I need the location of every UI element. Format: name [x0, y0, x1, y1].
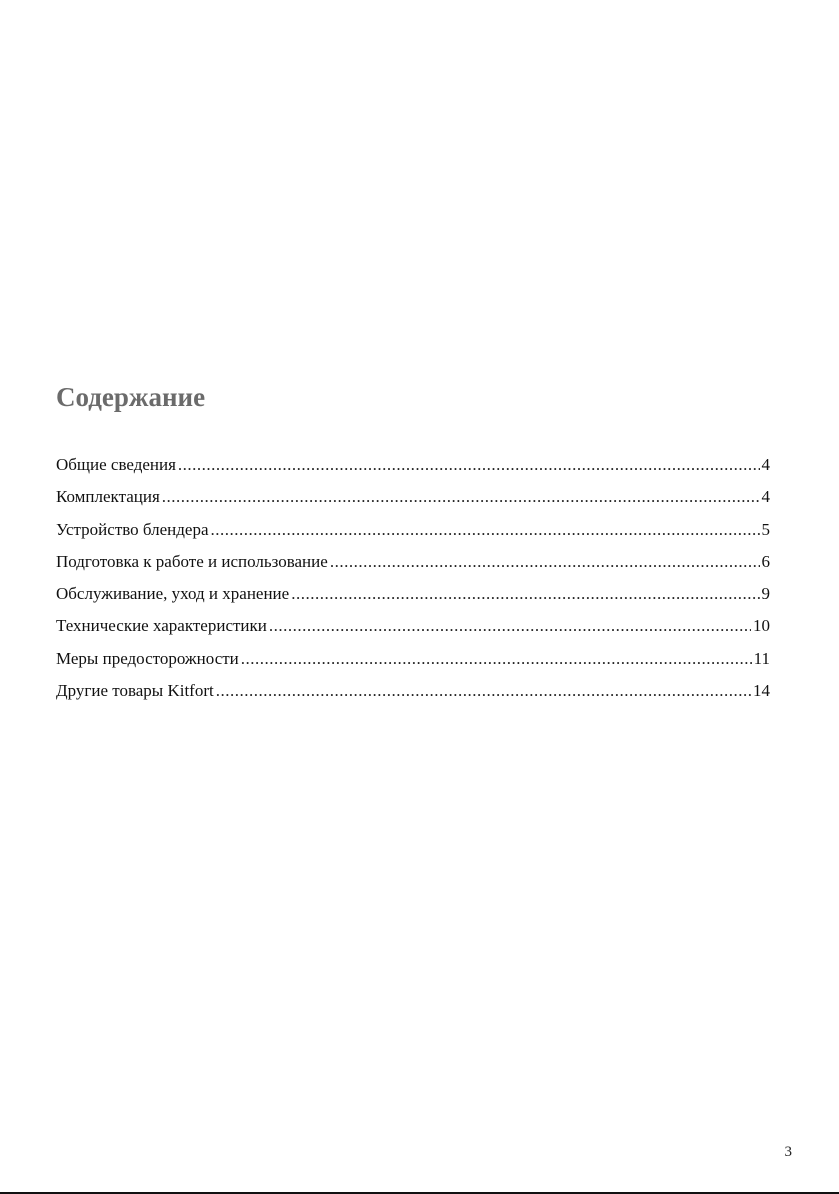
dot-leader [269, 610, 751, 642]
page-number: 3 [784, 1144, 792, 1160]
toc-entry-blender-design[interactable] [56, 514, 770, 546]
page-title: Содержание [56, 382, 206, 412]
dot-leader [162, 481, 760, 513]
toc-entry-page: 11 [753, 648, 770, 668]
dot-leader [241, 643, 752, 675]
toc-entry-page: 4 [761, 455, 770, 474]
toc-entry-title: Устройство блендера [56, 519, 209, 539]
toc-entry-page: 9 [761, 584, 770, 604]
toc-entry-title: Общие сведения [56, 455, 176, 474]
dot-leader [178, 449, 760, 481]
toc-entry-specifications[interactable] [56, 610, 770, 642]
toc-entry-page: 14 [753, 681, 770, 701]
toc-entry-package-contents[interactable] [56, 481, 770, 513]
dot-leader [216, 675, 751, 707]
toc-entry-page: 5 [761, 519, 770, 539]
toc-entry-page: 4 [761, 487, 770, 507]
toc-entry-title: Другие товары Kitfort [56, 681, 214, 701]
dot-leader [211, 514, 760, 546]
toc-entry-maintenance[interactable] [56, 578, 770, 610]
table-of-contents [56, 449, 770, 707]
toc-entry-title: Обслуживание, уход и хранение [56, 584, 290, 604]
toc-entry-title: Меры предосторожности [56, 648, 239, 668]
toc-entry-title: Подготовка к работе и использование [56, 551, 328, 571]
toc-entry-page: 10 [753, 616, 770, 636]
toc-entry-page: 6 [761, 551, 770, 571]
toc-entry-general-info[interactable] [56, 449, 770, 481]
toc-entry-title: Технические характеристики [56, 616, 267, 636]
toc-entry-other-products[interactable] [56, 675, 770, 707]
toc-entry-preparation-and-use[interactable] [56, 546, 770, 578]
toc-entry-safety-precautions[interactable] [56, 643, 770, 675]
dot-leader [330, 546, 760, 578]
dot-leader [291, 578, 759, 610]
toc-entry-title: Комплектация [56, 487, 160, 507]
